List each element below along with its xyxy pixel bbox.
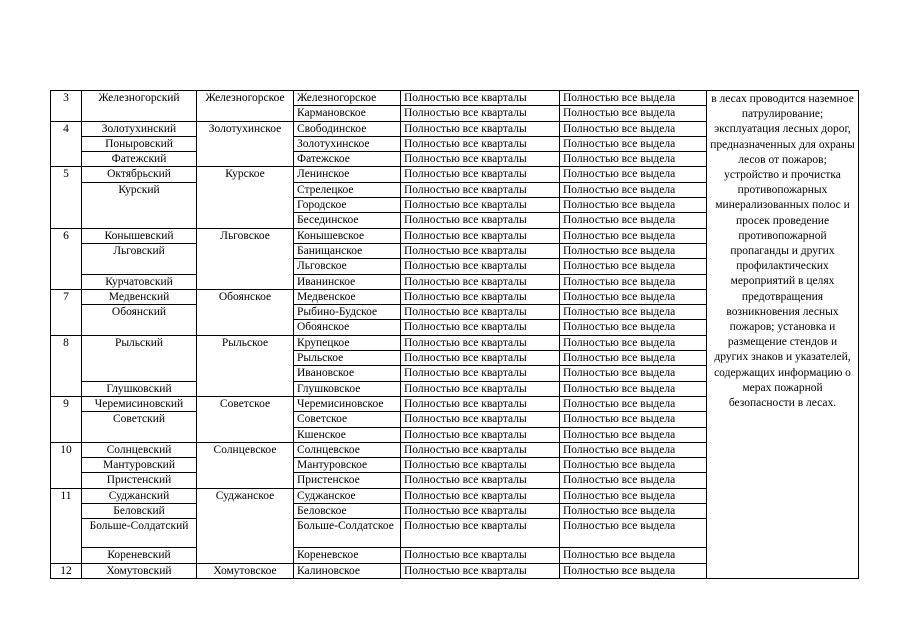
forestry-name xyxy=(197,243,294,258)
row-number xyxy=(51,519,82,548)
quarters-cell: Полностью все кварталы xyxy=(401,351,560,366)
sub-forestry-name: Свободинское xyxy=(294,121,401,136)
quarters-cell: Полностью все кварталы xyxy=(401,381,560,396)
row-number: 9 xyxy=(51,396,82,411)
table-body xyxy=(51,91,859,579)
quarters-cell: Полностью все кварталы xyxy=(401,320,560,335)
sub-forestry-name: Стрелецкое xyxy=(294,182,401,197)
quarters-cell: Полностью все кварталы xyxy=(401,519,560,548)
district-name: Льговский xyxy=(82,243,197,258)
district-name: Обоянский xyxy=(82,305,197,320)
row-number: 5 xyxy=(51,167,82,182)
row-number: 10 xyxy=(51,442,82,457)
forestry-name xyxy=(197,427,294,442)
sub-forestry-name: Фатежское xyxy=(294,152,401,167)
allotments-cell: Полностью все выдела xyxy=(560,182,707,197)
forestry-name xyxy=(197,152,294,167)
row-number xyxy=(51,136,82,151)
sub-forestry-name: Суджанское xyxy=(294,488,401,503)
district-name: Конышевский xyxy=(82,228,197,243)
allotments-cell: Полностью все выдела xyxy=(560,320,707,335)
row-number xyxy=(51,427,82,442)
row-number xyxy=(51,381,82,396)
forestry-name: Солнцевское xyxy=(197,442,294,457)
district-name xyxy=(82,366,197,381)
sub-forestry-name: Льговское xyxy=(294,259,401,274)
district-name: Курчатовский xyxy=(82,274,197,289)
allotments-cell: Полностью все выдела xyxy=(560,243,707,258)
row-number xyxy=(51,548,82,563)
forestry-name: Железногорское xyxy=(197,91,294,106)
district-name xyxy=(82,259,197,274)
district-name xyxy=(82,213,197,228)
sub-forestry-name: Мантуровское xyxy=(294,458,401,473)
sub-forestry-name: Больше-Солдатское xyxy=(294,519,401,548)
sub-forestry-name: Медвенское xyxy=(294,289,401,304)
sub-forestry-name: Городское xyxy=(294,198,401,213)
district-name xyxy=(82,198,197,213)
row-number xyxy=(51,412,82,427)
district-name: Хомутовский xyxy=(82,563,197,578)
allotments-cell: Полностью все выдела xyxy=(560,305,707,320)
allotments-cell: Полностью все выдела xyxy=(560,106,707,121)
sub-forestry-name: Пристенское xyxy=(294,473,401,488)
quarters-cell: Полностью все кварталы xyxy=(401,274,560,289)
district-name xyxy=(82,106,197,121)
allotments-cell: Полностью все выдела xyxy=(560,442,707,457)
quarters-cell: Полностью все кварталы xyxy=(401,458,560,473)
district-name: Железногорский xyxy=(82,91,197,106)
allotments-cell: Полностью все выдела xyxy=(560,396,707,411)
row-number: 8 xyxy=(51,335,82,350)
quarters-cell: Полностью все кварталы xyxy=(401,136,560,151)
allotments-cell: Полностью все выдела xyxy=(560,351,707,366)
quarters-cell: Полностью все кварталы xyxy=(401,488,560,503)
row-number xyxy=(51,320,82,335)
quarters-cell: Полностью все кварталы xyxy=(401,548,560,563)
district-name: Медвенский xyxy=(82,289,197,304)
quarters-cell: Полностью все кварталы xyxy=(401,259,560,274)
row-number xyxy=(51,213,82,228)
row-number xyxy=(51,366,82,381)
sub-forestry-name: Бесединское xyxy=(294,213,401,228)
allotments-cell: Полностью все выдела xyxy=(560,519,707,548)
forestry-name xyxy=(197,305,294,320)
quarters-cell: Полностью все кварталы xyxy=(401,473,560,488)
row-number xyxy=(51,106,82,121)
quarters-cell: Полностью все кварталы xyxy=(401,182,560,197)
allotments-cell: Полностью все выдела xyxy=(560,213,707,228)
forestry-name xyxy=(197,106,294,121)
forestry-name xyxy=(197,473,294,488)
row-number: 7 xyxy=(51,289,82,304)
row-number: 6 xyxy=(51,228,82,243)
forestry-name xyxy=(197,182,294,197)
forestry-name: Рыльское xyxy=(197,335,294,350)
allotments-cell: Полностью все выдела xyxy=(560,427,707,442)
row-number: 11 xyxy=(51,488,82,503)
quarters-cell: Полностью все кварталы xyxy=(401,106,560,121)
district-name: Поныровский xyxy=(82,136,197,151)
sub-forestry-name: Конышевское xyxy=(294,228,401,243)
forestry-name xyxy=(197,412,294,427)
row-number xyxy=(51,152,82,167)
forestry-name: Хомутовское xyxy=(197,563,294,578)
allotments-cell: Полностью все выдела xyxy=(560,412,707,427)
allotments-cell: Полностью все выдела xyxy=(560,473,707,488)
allotments-cell: Полностью все выдела xyxy=(560,563,707,578)
quarters-cell: Полностью все кварталы xyxy=(401,563,560,578)
allotments-cell: Полностью все выдела xyxy=(560,228,707,243)
quarters-cell: Полностью все кварталы xyxy=(401,504,560,519)
forestry-name: Золотухинское xyxy=(197,121,294,136)
sub-forestry-name: Железногорское xyxy=(294,91,401,106)
district-name xyxy=(82,320,197,335)
allotments-cell: Полностью все выдела xyxy=(560,167,707,182)
forestry-name xyxy=(197,519,294,548)
sub-forestry-name: Советское xyxy=(294,412,401,427)
district-name: Советский xyxy=(82,412,197,427)
sub-forestry-name: Иванинское xyxy=(294,274,401,289)
table-row xyxy=(51,91,859,106)
district-name: Октябрьский xyxy=(82,167,197,182)
sub-forestry-name: Ивановское xyxy=(294,366,401,381)
allotments-cell: Полностью все выдела xyxy=(560,91,707,106)
allotments-cell: Полностью все выдела xyxy=(560,504,707,519)
district-name: Кореневский xyxy=(82,548,197,563)
row-number xyxy=(51,274,82,289)
sub-forestry-name: Рыльское xyxy=(294,351,401,366)
allotments-cell: Полностью все выдела xyxy=(560,121,707,136)
forestry-name: Суджанское xyxy=(197,488,294,503)
row-number xyxy=(51,182,82,197)
district-name xyxy=(82,351,197,366)
district-name: Глушковский xyxy=(82,381,197,396)
allotments-cell: Полностью все выдела xyxy=(560,488,707,503)
forestry-name: Советское xyxy=(197,396,294,411)
quarters-cell: Полностью все кварталы xyxy=(401,289,560,304)
district-name: Фатежский xyxy=(82,152,197,167)
district-name: Больше-Солдатский xyxy=(82,519,197,548)
quarters-cell: Полностью все кварталы xyxy=(401,305,560,320)
allotments-cell: Полностью все выдела xyxy=(560,366,707,381)
allotments-cell: Полностью все выдела xyxy=(560,335,707,350)
district-name: Золотухинский xyxy=(82,121,197,136)
quarters-cell: Полностью все кварталы xyxy=(401,335,560,350)
forestry-name xyxy=(197,548,294,563)
allotments-cell: Полностью все выдела xyxy=(560,259,707,274)
forestry-name: Обоянское xyxy=(197,289,294,304)
quarters-cell: Полностью все кварталы xyxy=(401,91,560,106)
allotments-cell: Полностью все выдела xyxy=(560,198,707,213)
row-number xyxy=(51,504,82,519)
quarters-cell: Полностью все кварталы xyxy=(401,442,560,457)
sub-forestry-name: Золотухинское xyxy=(294,136,401,151)
sub-forestry-name: Ленинское xyxy=(294,167,401,182)
allotments-cell: Полностью все выдела xyxy=(560,548,707,563)
forestry-name xyxy=(197,274,294,289)
district-name: Суджанский xyxy=(82,488,197,503)
quarters-cell: Полностью все кварталы xyxy=(401,396,560,411)
district-name: Беловский xyxy=(82,504,197,519)
sub-forestry-name: Кармановское xyxy=(294,106,401,121)
forestry-name xyxy=(197,136,294,151)
forestry-name xyxy=(197,504,294,519)
forestry-name xyxy=(197,366,294,381)
quarters-cell: Полностью все кварталы xyxy=(401,412,560,427)
forest-fire-measures-table xyxy=(50,90,859,579)
quarters-cell: Полностью все кварталы xyxy=(401,228,560,243)
sub-forestry-name: Крупецкое xyxy=(294,335,401,350)
row-number xyxy=(51,351,82,366)
sub-forestry-name: Калиновское xyxy=(294,563,401,578)
allotments-cell: Полностью все выдела xyxy=(560,458,707,473)
allotments-cell: Полностью все выдела xyxy=(560,289,707,304)
row-number xyxy=(51,259,82,274)
row-number xyxy=(51,243,82,258)
row-number: 4 xyxy=(51,121,82,136)
row-number xyxy=(51,305,82,320)
row-number: 12 xyxy=(51,563,82,578)
measures-notes: в лесах проводится наземное патрулирование; эксплуатация лесных дорог, предназначенных для охраны лесов от пожаров; устройство и прочистка противопожарных минерализованных полос и просек проведение противопожарной пропаганды и других профилактических мероприятий в целях предотвращения возникновения лесных пожаров; установка и размещение стендов и других знаков и указателей, содержащих информацию о мерах пожарной безопасности в лесах. xyxy=(707,91,859,579)
forestry-name: Льговское xyxy=(197,228,294,243)
district-name: Черемисиновский xyxy=(82,396,197,411)
forestry-name: Курское xyxy=(197,167,294,182)
quarters-cell: Полностью все кварталы xyxy=(401,121,560,136)
sub-forestry-name: Кшенское xyxy=(294,427,401,442)
district-name: Солнцевский xyxy=(82,442,197,457)
allotments-cell: Полностью все выдела xyxy=(560,381,707,396)
sub-forestry-name: Солнцевское xyxy=(294,442,401,457)
forestry-name xyxy=(197,320,294,335)
forestry-name xyxy=(197,198,294,213)
quarters-cell: Полностью все кварталы xyxy=(401,152,560,167)
quarters-cell: Полностью все кварталы xyxy=(401,427,560,442)
allotments-cell: Полностью все выдела xyxy=(560,274,707,289)
sub-forestry-name: Рыбино-Будское xyxy=(294,305,401,320)
quarters-cell: Полностью все кварталы xyxy=(401,213,560,228)
district-name: Мантуровский xyxy=(82,458,197,473)
district-name: Курский xyxy=(82,182,197,197)
allotments-cell: Полностью все выдела xyxy=(560,136,707,151)
district-name: Рыльский xyxy=(82,335,197,350)
forestry-name xyxy=(197,213,294,228)
sub-forestry-name: Черемисиновское xyxy=(294,396,401,411)
allotments-cell: Полностью все выдела xyxy=(560,152,707,167)
sub-forestry-name: Глушковское xyxy=(294,381,401,396)
quarters-cell: Полностью все кварталы xyxy=(401,243,560,258)
forestry-name xyxy=(197,381,294,396)
forestry-name xyxy=(197,351,294,366)
row-number xyxy=(51,473,82,488)
quarters-cell: Полностью все кварталы xyxy=(401,198,560,213)
sub-forestry-name: Обоянское xyxy=(294,320,401,335)
row-number xyxy=(51,458,82,473)
forestry-name xyxy=(197,458,294,473)
row-number xyxy=(51,198,82,213)
district-name: Пристенский xyxy=(82,473,197,488)
district-name xyxy=(82,427,197,442)
sub-forestry-name: Беловское xyxy=(294,504,401,519)
sub-forestry-name: Банищанское xyxy=(294,243,401,258)
sub-forestry-name: Кореневское xyxy=(294,548,401,563)
quarters-cell: Полностью все кварталы xyxy=(401,167,560,182)
forestry-name xyxy=(197,259,294,274)
quarters-cell: Полностью все кварталы xyxy=(401,366,560,381)
row-number: 3 xyxy=(51,91,82,106)
